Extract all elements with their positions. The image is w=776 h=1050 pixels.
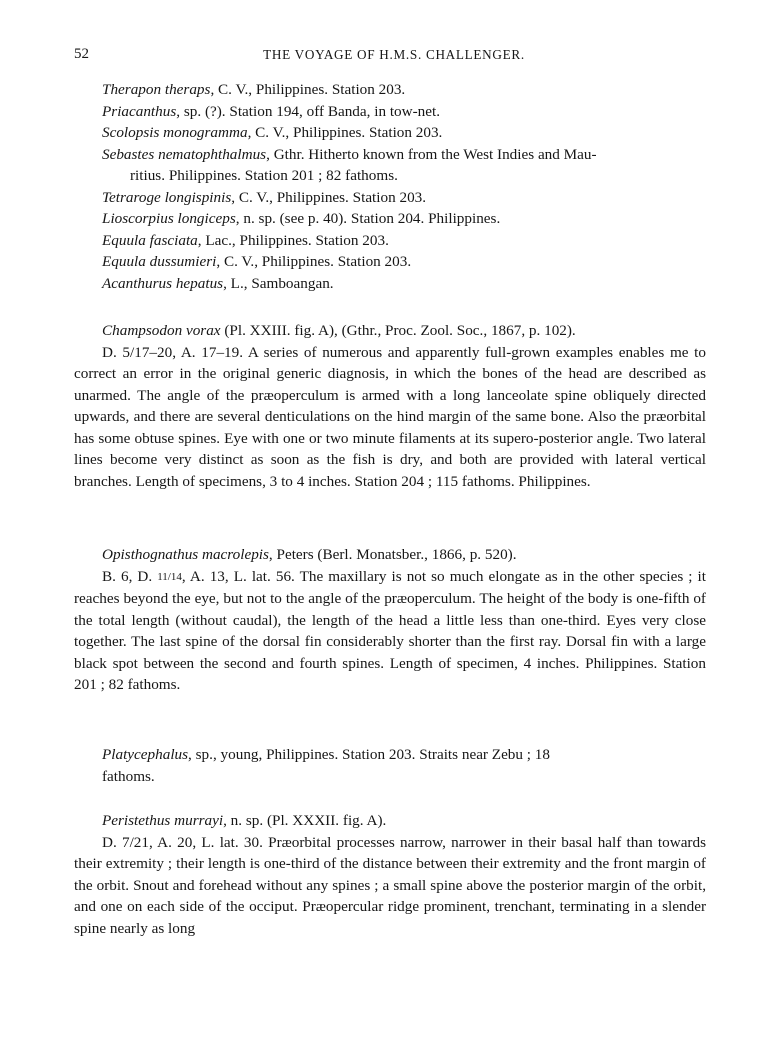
description-text: B. 6, D. — [102, 567, 158, 585]
list-item — [74, 273, 706, 295]
species-list — [74, 79, 706, 294]
species-details: , C. V., Philippines. Station 203. — [231, 188, 427, 206]
species-name: Sebastes nematophthalmus — [102, 145, 267, 163]
species-name: Acanthurus hepatus — [102, 274, 224, 292]
species-name: Platycephalus — [102, 746, 189, 763]
species-name: Opisthognathus macrolepis — [102, 546, 269, 563]
list-item — [74, 187, 706, 209]
species-name: Lioscorpius longiceps — [102, 210, 236, 227]
page-header — [74, 46, 714, 66]
platycephalus-entry — [74, 744, 706, 787]
species-citation: , n. sp. (Pl. XXXII. fig. A). — [223, 812, 387, 829]
species-details: , sp., young, Philippines. Station 203. Straits near Zebu ; 18 — [188, 746, 550, 763]
description-text: D. 5/17–20, A. 17–19. A series of numerous and apparently full-grown examples enables me to correct an error in the original generic diagnosis, in which the bones of the head are described as unarmed. The angle of the præoperculum is armed with a long lanceolate spine obliquely directed upwards, and there are several denticulations on the hind margin of the same bone. Also the præorbital has some obtuse spines. Eye with one or two minute filaments at its supero-posterior angle. Two lateral lines become very distinct as soon as the fish is dry, and both are provided with lateral vertical branches. Length of specimens, 3 to 4 inches. Station 204 ; 115 fathoms. Philippines. — [74, 343, 706, 490]
description-text: , A. 13, L. lat. 56. The maxillary is not so much elongate as in the other species ; it reaches beyond the eye, but not to the angle of the præoperculum. The height of the body is one-fifth of the total length (without caudal), the length of the head a little less than one-third. Eyes very close together. The last spine of the dorsal fin considerably shorter than the first ray. Dorsal fin with a large black spot between the second and fourth spines. Length of specimen, 4 inches. Philippines. Station 201 ; 82 fathoms. — [74, 567, 706, 693]
entry-heading — [74, 320, 706, 342]
species-citation: (Pl. XXIII. fig. A), (Gthr., Proc. Zool. Soc., 1867, p. 102). — [220, 322, 576, 339]
list-item — [74, 230, 706, 252]
species-details: , Gthr. Hitherto known from the West Indies and Mau- — [266, 145, 597, 163]
list-item — [74, 101, 706, 123]
entry-heading — [74, 544, 706, 566]
species-name: Equula fasciata — [102, 231, 198, 249]
page-number: 52 — [74, 46, 89, 62]
species-details: , L., Samboangan. — [223, 274, 334, 292]
species-details: , n. sp. (see p. 40). Station 204. Philippines. — [235, 210, 501, 227]
description-text: D. 7/21, A. 20, L. lat. 30. Præorbital processes narrow, narrower in their basal half than towards their extremity ; their length is one-third of the distance between their extremity and the front margin of the orbit. Snout and forehead without any spines ; a small spine above the posterior margin of the orbit, and one on each side of the occiput. Præopercular ridge prominent, trenchant, terminating in a slender spine nearly as long — [74, 833, 706, 937]
species-name: Therapon theraps — [102, 81, 211, 98]
species-details: , Lac., Philippines. Station 203. — [197, 231, 389, 249]
species-details: , sp. (?). Station 194, off Banda, in tow-net. — [176, 102, 441, 120]
list-item — [74, 122, 706, 144]
running-title: THE VOYAGE OF H.M.S. CHALLENGER. — [263, 47, 525, 62]
list-item — [74, 208, 706, 230]
species-name: Priacanthus — [102, 102, 177, 120]
fin-formula: 11/14 — [157, 570, 182, 583]
species-name: Scolopsis monogramma — [102, 124, 248, 141]
opisthognathus-entry — [74, 544, 706, 696]
list-item — [74, 251, 706, 273]
champsodon-entry — [74, 320, 706, 492]
peristethus-entry — [74, 810, 706, 939]
species-details: , C. V., Philippines. Station 203. — [247, 124, 443, 141]
entry-continuation: fathoms. — [102, 767, 155, 785]
entry-heading — [74, 744, 706, 766]
species-details: , C. V., Philippines. Station 203. — [210, 81, 406, 98]
description-paragraph — [74, 342, 706, 493]
entry-heading — [74, 810, 706, 832]
list-item-continuation: ritius. Philippines. Station 201 ; 82 fathoms. — [130, 167, 398, 184]
description-paragraph — [74, 832, 706, 940]
list-item — [74, 144, 706, 166]
species-citation: , Peters (Berl. Monatsber., 1866, p. 520). — [268, 546, 517, 563]
description-paragraph — [74, 566, 706, 696]
species-name: Equula dussumieri — [102, 253, 217, 270]
species-details: , C. V., Philippines. Station 203. — [216, 253, 412, 270]
species-name: Champsodon vorax — [102, 322, 221, 339]
list-item — [74, 79, 706, 101]
species-name: Tetraroge longispinis — [102, 188, 232, 206]
species-name: Peristethus murrayi — [102, 812, 224, 829]
